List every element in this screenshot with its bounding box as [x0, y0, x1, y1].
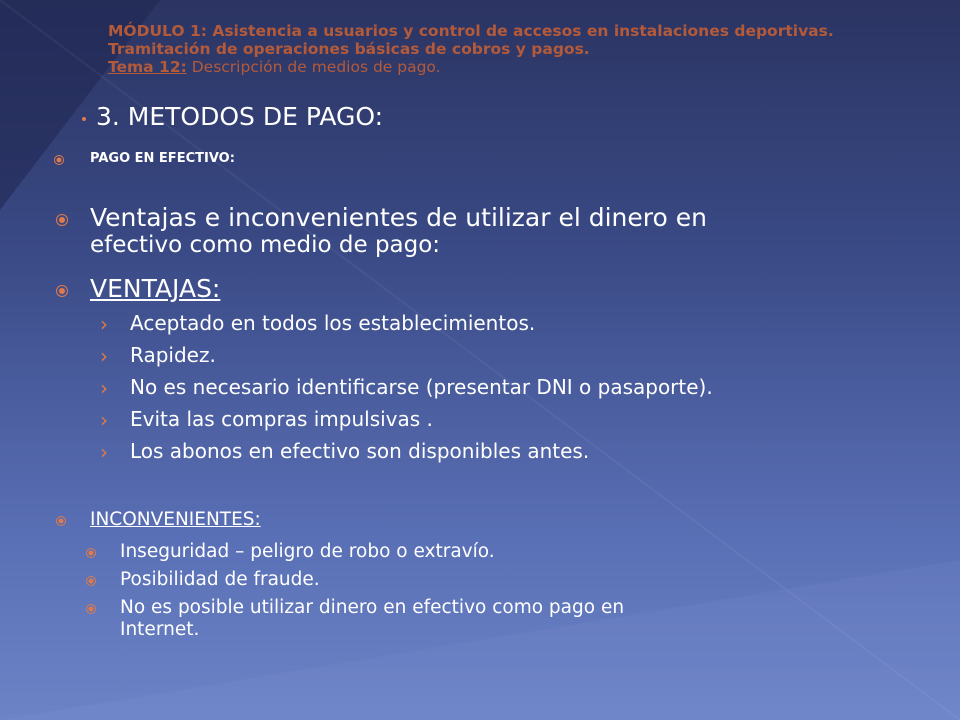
header-topic-text: Descripción de medios de pago.: [186, 58, 441, 76]
header-topic-label: Tema 12:: [108, 58, 187, 76]
inconvenientes-item: No es posible utilizar dinero en efectivo como pago en: [120, 597, 625, 618]
inconvenientes-item: Inseguridad – peligro de robo o extravío.: [120, 541, 495, 562]
ventajas-item: No es necesario identificarse (presentar DNI o pasaporte).: [130, 375, 713, 399]
chevron-right-icon: ›: [100, 440, 108, 464]
ring-bullet-icon: [86, 576, 96, 586]
header-line-1: MÓDULO 1: Asistencia a usuarios y control de accesos en instalaciones deportivas.: [108, 22, 834, 40]
chevron-right-icon: ›: [100, 408, 108, 432]
chevron-right-icon: ›: [100, 344, 108, 368]
ring-bullet-icon: [86, 548, 96, 558]
ring-bullet-icon: [56, 516, 66, 526]
ventajas-item: Aceptado en todos los establecimientos.: [130, 311, 536, 335]
intro-line-2: efectivo como medio de pago:: [90, 232, 441, 258]
ring-bullet-icon: [56, 214, 68, 226]
ventajas-heading: VENTAJAS:: [90, 274, 221, 303]
ventajas-item: Los abonos en efectivo son disponibles antes.: [130, 439, 590, 463]
dot-bullet-icon: [82, 117, 86, 121]
chevron-right-icon: ›: [100, 312, 108, 336]
ventajas-item: Evita las compras impulsivas .: [130, 407, 433, 431]
ring-bullet-icon: [86, 604, 96, 614]
intro-line-1: Ventajas e inconvenientes de utilizar el dinero en: [90, 203, 707, 232]
inconvenientes-item-continuation: Internet.: [120, 619, 200, 640]
inconvenientes-item: Posibilidad de fraude.: [120, 569, 320, 590]
inconvenientes-heading: INCONVENIENTES:: [90, 509, 261, 530]
subsection-title: PAGO EN EFECTIVO:: [90, 151, 235, 166]
section-title: 3. METODOS DE PAGO:: [96, 102, 384, 131]
ventajas-item: Rapidez.: [130, 343, 216, 367]
header-line-2: Tramitación de operaciones básicas de cobros y pagos.: [108, 40, 590, 58]
chevron-right-icon: ›: [100, 376, 108, 400]
ring-bullet-icon: [54, 155, 64, 165]
ring-bullet-icon: [56, 285, 68, 297]
